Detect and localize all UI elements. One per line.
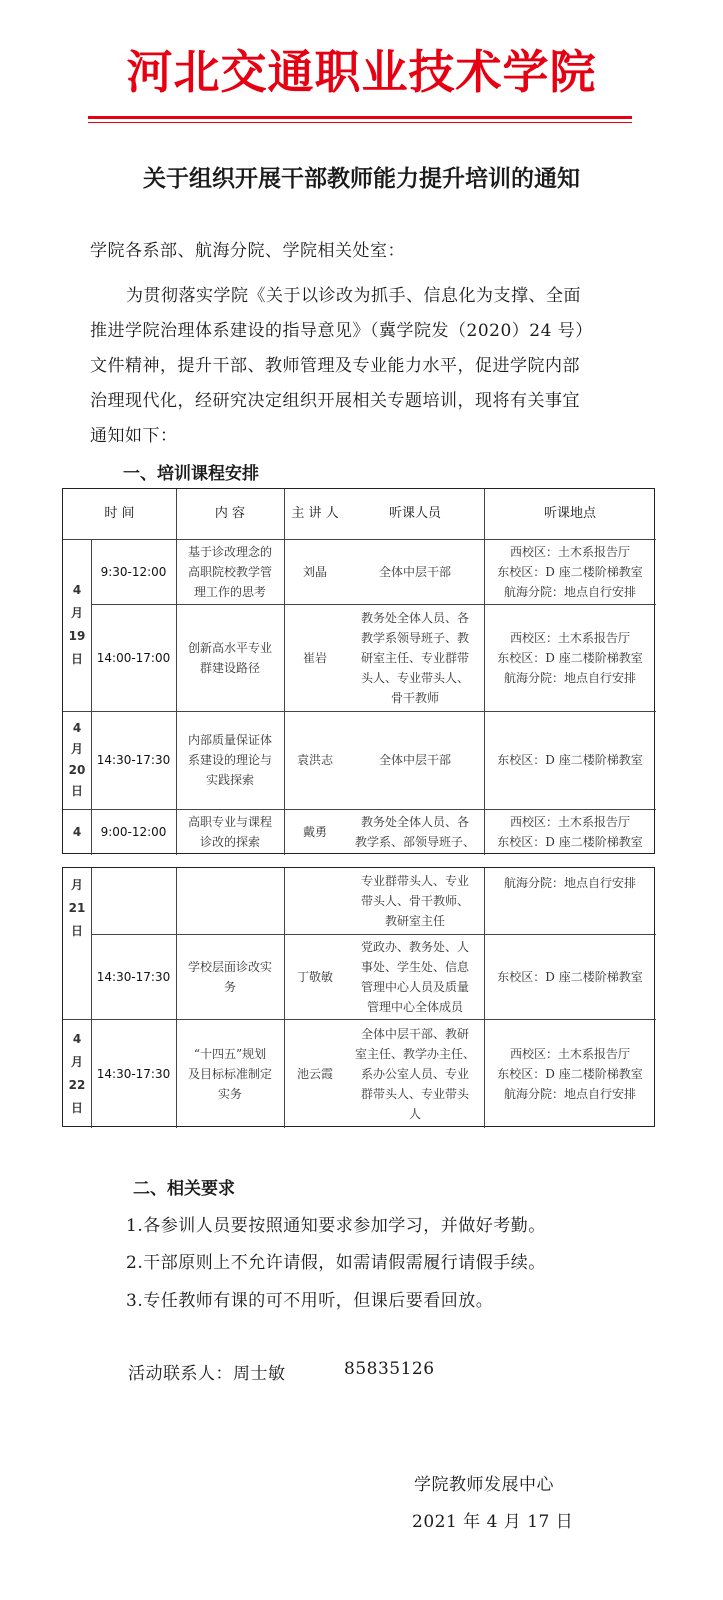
body-line: 为贯彻落实学院《关于以诊改为抓手、信息化为支撑、全面 — [126, 286, 581, 306]
addressee: 学院各系部、航海分院、学院相关处室： — [90, 241, 405, 261]
row-time: 14:30-17:30 — [96, 1066, 171, 1081]
row-speaker: 池云霞 — [296, 1066, 333, 1081]
notice-title: 关于组织开展干部教师能力提升培训的通知 — [143, 166, 580, 192]
row-audience: 专业群带头人、专业 带头人、骨干教师、 教研室主任 — [360, 874, 469, 928]
requirement-item: 1.各参训人员要按照通知要求参加学习，并做好考勤。 — [126, 1216, 546, 1236]
header-speaker: 主 讲 人 — [291, 506, 339, 521]
row-time: 14:30-17:30 — [96, 969, 171, 984]
schedule-table-part-1 — [62, 488, 655, 854]
row-time — [91, 868, 176, 934]
row-location: 西校区：土木系报告厅 东校区：D 座二楼阶梯教室 航海分院：地点自行安排 — [497, 544, 643, 599]
row-time: 9:30-12:00 — [100, 564, 167, 579]
header-content: 内 容 — [214, 506, 246, 521]
row-time: 9:00-12:00 — [100, 825, 167, 839]
row-speaker: 崔岩 — [302, 650, 327, 665]
requirement-item: 2.干部原则上不允许请假，如需请假需履行请假手续。 — [126, 1253, 546, 1273]
row-speaker: 丁敬敏 — [296, 969, 333, 984]
contact-person: 活动联系人：周士敏 — [128, 1364, 286, 1384]
row-time: 14:30-17:30 — [96, 753, 171, 767]
row-audience: 教务处全体人员、各 教学系领导班子、教 研室主任、专业群带 头人、专业带头人、 骨干教师 — [360, 610, 469, 705]
date-apr-21-top: 4 — [72, 824, 82, 839]
issue-date: 2021 年 4 月 17 日 — [412, 1512, 574, 1532]
row-location: 西校区：土木系报告厅 东校区：D 座二楼阶梯教室 航海分院：地点自行安排 — [497, 630, 643, 685]
body-line: 治理现代化，经研究决定组织开展相关专题培训，现将有关事宜 — [90, 391, 580, 411]
body-line: 文件精神，提升干部、教师管理及专业能力水平，促进学院内部 — [90, 356, 580, 376]
header-time: 时 间 — [104, 506, 135, 521]
row-time: 14:00-17:00 — [96, 650, 171, 665]
header-rule-thick — [88, 116, 632, 119]
row-speaker: 刘晶 — [302, 564, 327, 579]
row-content: 高职专业与课程 诊改的探索 — [187, 815, 272, 849]
row-content: “十四五”规划 及目标标准制定 实务 — [187, 1046, 272, 1101]
row-audience: 全体中层干部、教研 室主任、教学办主任、 系办公室人员、专业 群带头人、专业带头 人 — [354, 1026, 475, 1121]
body-line: 推进学院治理体系建设的指导意见》（冀学院发（2020）24 号） — [90, 321, 593, 341]
row-content: 学校层面诊改实 务 — [187, 959, 272, 994]
row-audience: 教务处全体人员、各 教学系、部领导班子、 — [354, 815, 475, 849]
row-content — [176, 868, 284, 934]
row-location: 西校区：土木系报告厅 东校区：D 座二楼阶梯教室 航海分院：地点自行安排 — [497, 1046, 643, 1101]
header-location: 听课地点 — [543, 506, 596, 521]
row-audience: 党政办、教务处、人 事处、学生处、信息 管理中心人员及质量 管理中心全体成员 — [360, 939, 469, 1014]
row-content: 基于诊改理念的 高职院校教学管 理工作的思考 — [187, 544, 272, 599]
section-1-title: 一、培训课程安排 — [123, 464, 259, 484]
header-audience: 听课人员 — [388, 506, 441, 521]
row-speaker: 袁洪志 — [296, 753, 333, 767]
row-speaker: 戴勇 — [302, 825, 327, 839]
date-apr-21-bottom: 月 21 日 — [68, 878, 86, 938]
date-apr-22: 4 月 22 日 — [68, 1031, 86, 1115]
row-audience: 全体中层干部 — [378, 753, 451, 767]
contact-phone: 85835126 — [344, 1359, 435, 1379]
row-location: 航海分院：地点自行安排 — [503, 876, 636, 890]
issuing-org: 学院教师发展中心 — [414, 1475, 554, 1495]
date-apr-19: 4 月 19 日 — [68, 583, 86, 666]
row-location: 西校区：土木系报告厅 东校区：D 座二楼阶梯教室 — [497, 815, 643, 849]
row-content: 内部质量保证体 系建设的理论与 实践探索 — [187, 733, 272, 787]
date-apr-20: 4 月 20 日 — [68, 721, 86, 798]
institution-name: 河北交通职业技术学院 — [126, 45, 597, 99]
row-location: 东校区：D 座二楼阶梯教室 — [497, 753, 643, 767]
header-rule-thin — [88, 122, 632, 123]
row-audience: 全体中层干部 — [378, 564, 451, 579]
section-2-title: 二、相关要求 — [133, 1179, 235, 1199]
schedule-table-part-2 — [62, 867, 655, 1127]
requirement-item: 3.专任教师有课的可不用听，但课后要看回放。 — [126, 1291, 494, 1311]
row-content: 创新高水平专业 群建设路径 — [187, 640, 272, 675]
row-location: 东校区：D 座二楼阶梯教室 — [497, 969, 643, 984]
row-speaker — [284, 868, 346, 934]
body-line: 通知如下： — [90, 426, 178, 446]
